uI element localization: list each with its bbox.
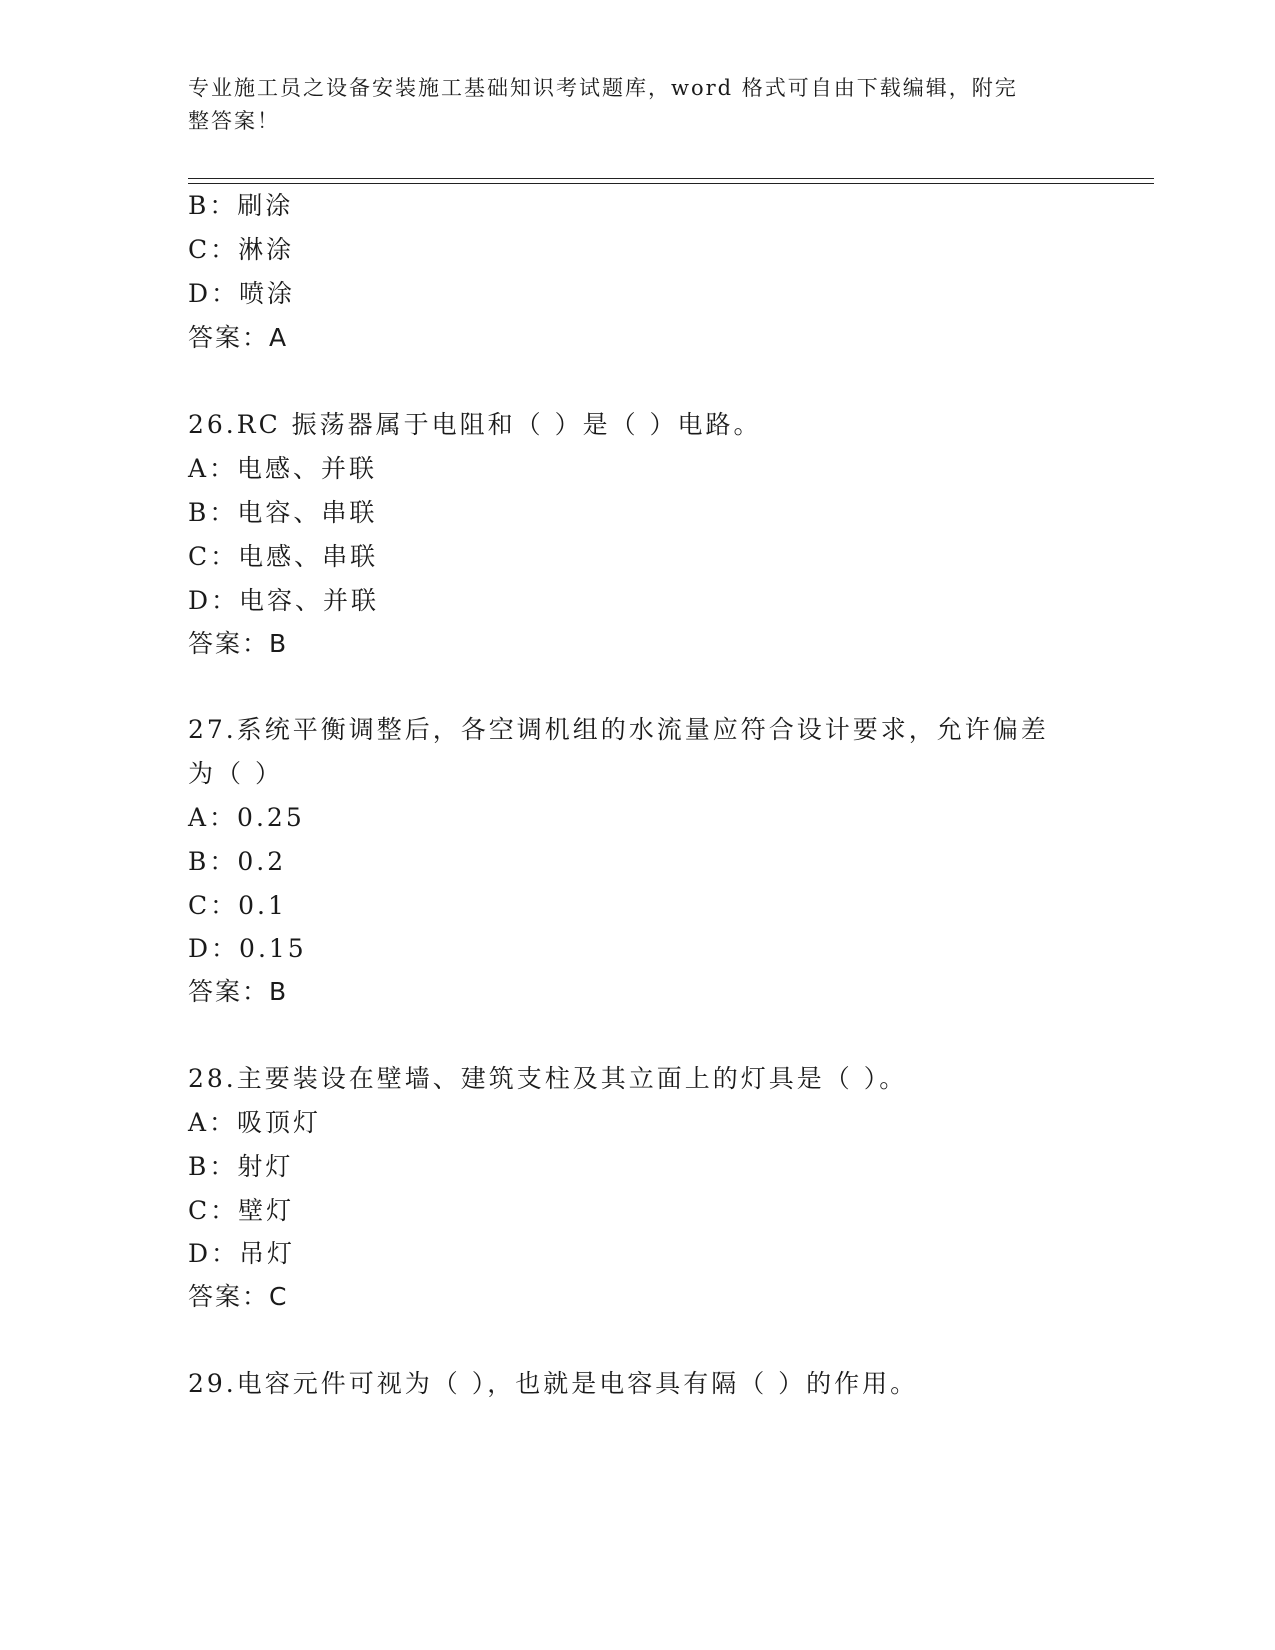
header-line-1: 专业施工员之设备安装施工基础知识考试题库，word 格式可自由下载编辑，附完 — [188, 76, 1018, 100]
question-26-option-d: D：电容、并联 — [188, 586, 380, 615]
question-27-stem-line-2: 为（ ） — [188, 759, 283, 788]
question-28-option-a: A：吸顶灯 — [188, 1108, 322, 1137]
question-28-option-d: D：吊灯 — [188, 1239, 296, 1268]
question-26-stem: 26.RC 振荡器属于电阻和（ ）是（ ）电路。 — [188, 410, 762, 439]
question-29-stem: 29.电容元件可视为（ ），也就是电容具有隔（ ）的作用。 — [188, 1369, 919, 1398]
question-27-option-d: D：0.15 — [188, 934, 307, 963]
question-28-answer: 答案：C — [188, 1282, 289, 1311]
header-divider-top — [188, 178, 1154, 179]
question-28-stem: 28.主要装设在壁墙、建筑支柱及其立面上的灯具是（ ）。 — [188, 1064, 908, 1093]
question-28-option-b: B：射灯 — [188, 1152, 294, 1181]
question-27-option-c: C：0.1 — [188, 891, 287, 920]
question-26-option-c: C：电感、串联 — [188, 542, 379, 571]
answer-line: 答案：A — [188, 323, 289, 352]
question-26-answer: 答案：B — [188, 629, 289, 658]
question-28-option-c: C：壁灯 — [188, 1196, 295, 1225]
question-27-stem-line-1: 27.系统平衡调整后，各空调机组的水流量应符合设计要求，允许偏差 — [188, 715, 1049, 744]
header-divider-bottom — [188, 183, 1154, 184]
question-27-answer: 答案：B — [188, 977, 289, 1006]
option-d: D：喷涂 — [188, 279, 296, 308]
question-27-option-b: B：0.2 — [188, 847, 287, 876]
question-26-option-b: B：电容、串联 — [188, 498, 378, 527]
option-c: C：淋涂 — [188, 235, 295, 264]
question-27-option-a: A：0.25 — [188, 803, 305, 832]
header-line-2: 整答案！ — [188, 109, 280, 133]
option-b: B：刷涂 — [188, 191, 294, 220]
document-header — [188, 72, 1068, 138]
question-26-option-a: A：电感、并联 — [188, 454, 378, 483]
